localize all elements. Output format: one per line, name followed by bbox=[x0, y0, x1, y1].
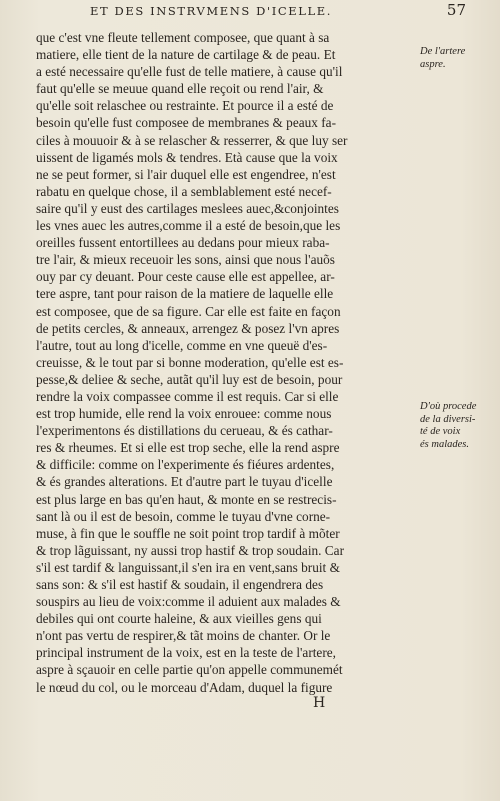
text-line: aspre à sçauoir en celle partie qu'on appelle communemét bbox=[36, 662, 343, 678]
margin-note-line: de la diversi- bbox=[420, 413, 476, 425]
text-line: l'experimentons és distillations du cerueau, & és cathar- bbox=[36, 423, 333, 439]
running-title: ET DES INSTRVMENS D'ICELLE. bbox=[90, 4, 332, 18]
text-line: le nœud du col, ou le morceau d'Adam, duquel la figure bbox=[36, 679, 333, 695]
text-line: tere aspre, tant pour raison de la matiere de laquelle elle bbox=[36, 286, 334, 302]
text-line: s'il est tardif & languissant,il s'en ira en vent,sans bruit & bbox=[36, 559, 340, 575]
text-line: qu'elle soit relaschee ou restrainte. Et pource il a esté de bbox=[36, 98, 334, 114]
text-line: souspirs au lieu de voix:comme il aduient aux malades & bbox=[36, 594, 341, 610]
margin-note-line: té de voix bbox=[420, 426, 461, 437]
text-line: res & rheumes. Et si elle est trop seche, elle la rend aspre bbox=[36, 440, 340, 456]
text-line: matiere, elle tient de la nature de cartilage & de peau. Et bbox=[36, 47, 336, 63]
text-line: rabatu en quelque chose, il a semblablement esté necef- bbox=[36, 183, 332, 199]
margin-note-diversite-voix bbox=[420, 401, 486, 451]
margin-note-artere-aspre bbox=[420, 46, 486, 71]
text-line: ne se peut former, si l'air duquel elle est engendree, n'est bbox=[36, 166, 336, 182]
margin-note-line: és malades. bbox=[420, 438, 469, 450]
text-line: & difficile: comme on l'experimente és fiéures ardentes, bbox=[36, 457, 335, 473]
text-line: creuisse, & le tout par si bonne moderation, qu'elle est es- bbox=[36, 354, 344, 370]
text-line: saire qu'il y eust des cartilages meslees auec,&conjointes bbox=[36, 200, 339, 216]
text-line: ciles à mouuoir & à se relascher & resserrer, & que luy ser bbox=[36, 132, 348, 148]
text-line: oreilles fussent entortillees au dedans pour mieux raba- bbox=[36, 235, 330, 251]
text-line: est plus large en bas qu'en haut, & monte en se restrecis- bbox=[36, 491, 337, 507]
text-line: est composee, que de sa figure. Car elle est faite en façon bbox=[36, 303, 341, 319]
signature-mark: H bbox=[313, 695, 326, 711]
text-line: rendre la voix compassee comme il est requis. Car si elle bbox=[36, 388, 339, 404]
text-line: de petits cercles, & anneaux, arrengez & posez l'vn apres bbox=[36, 320, 340, 336]
margin-note-line: aspre. bbox=[420, 58, 446, 70]
text-line: tre l'air, & mieux receuoir les sons, ainsi que nous l'auõs bbox=[36, 252, 335, 268]
text-line: sant là ou il est de besoin, comme le tuyau d'vne corne- bbox=[36, 508, 331, 524]
text-line: & trop lãguissant, ny aussi trop hastif & trop soudain. Car bbox=[36, 542, 345, 558]
text-line: besoin qu'elle fust composee de membranes & peaux fa- bbox=[36, 115, 336, 131]
text-line: principal instrument de la voix, est en la teste de l'artere, bbox=[36, 645, 336, 661]
margin-note-line: D'où procede bbox=[420, 401, 477, 412]
body-text bbox=[36, 29, 414, 696]
text-line: l'autre, tout au long d'icelle, comme en vne queuë d'es- bbox=[36, 337, 328, 353]
text-line: n'ont pas vertu de respirer,& tãt moins de chanter. Or le bbox=[36, 628, 331, 644]
text-line: uissent de ligamés mols & tendres. Età cause que la voix bbox=[36, 149, 338, 165]
text-line: & és grandes alterations. Et d'autre part le tuyau d'icelle bbox=[36, 474, 333, 490]
text-line: a esté necessaire qu'elle fust de telle matiere, à cause qu'il bbox=[36, 64, 343, 80]
text-line: faut qu'elle se meuue quand elle reçoit ou rend l'air, & bbox=[36, 81, 324, 97]
page-number: 57 bbox=[446, 1, 466, 19]
margin-note-line: De l'artere bbox=[420, 46, 466, 57]
page-header bbox=[60, 1, 480, 24]
text-line: que c'est vne fleute tellement composee, que quant à sa bbox=[36, 30, 330, 45]
text-line: est trop humide, elle rend la voix enrouee: comme nous bbox=[36, 406, 332, 422]
text-line: debiles qui ont courte haleine, & aux vieilles gens qui bbox=[36, 611, 322, 627]
text-line: sans son: & s'il est hastif & soudain, il engendrera des bbox=[36, 577, 324, 592]
text-line: les vnes auec les autres,comme il a esté de besoin,que les bbox=[36, 218, 341, 234]
text-line: pesse,& deliee & seche, autãt qu'il luy est de besoin, pour bbox=[36, 371, 343, 387]
text-line: ouy par cy deuant. Pour ceste cause elle est appellee, ar- bbox=[36, 269, 335, 285]
text-line: muse, à fin que le souffle ne soit point trop tardif à mõter bbox=[36, 525, 340, 541]
